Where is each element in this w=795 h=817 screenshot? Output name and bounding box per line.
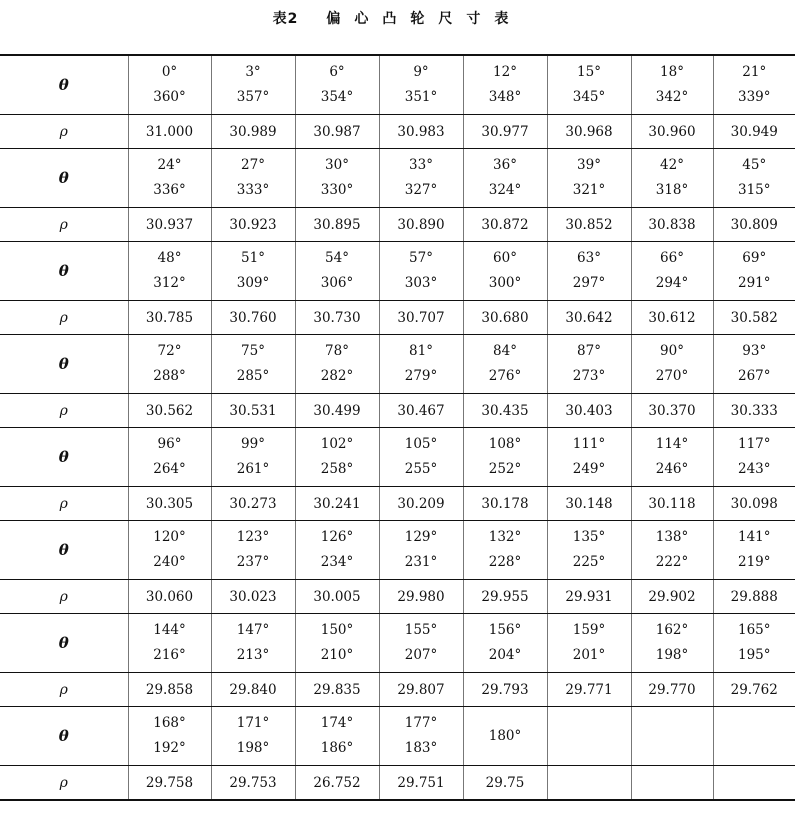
- theta-angle: 156°: [488, 622, 522, 638]
- theta-angle-complement: 333°: [236, 182, 270, 198]
- theta-cell: [713, 149, 795, 208]
- theta-row: [0, 428, 795, 487]
- theta-angle: 171°: [236, 715, 270, 731]
- rho-header: ρ: [0, 208, 128, 242]
- rho-cell: 30.305: [128, 487, 211, 521]
- rho-cell: 30.273: [211, 487, 295, 521]
- theta-angle: 126°: [320, 529, 354, 545]
- theta-angle: 114°: [655, 436, 689, 452]
- theta-angle-complement: 246°: [655, 461, 689, 477]
- theta-angle: 138°: [655, 529, 689, 545]
- rho-header: ρ: [0, 301, 128, 335]
- theta-angle: 108°: [488, 436, 522, 452]
- theta-angle-complement: 345°: [572, 89, 606, 105]
- theta-angle: 60°: [493, 250, 517, 266]
- rho-cell: 29.793: [463, 673, 547, 707]
- theta-angle: 18°: [660, 64, 684, 80]
- theta-angle: 141°: [737, 529, 771, 545]
- theta-angle: 6°: [329, 64, 345, 80]
- rho-cell: 30.852: [547, 208, 631, 242]
- theta-cell: [211, 614, 295, 673]
- theta-angle: 117°: [737, 436, 771, 452]
- rho-cell: 30.760: [211, 301, 295, 335]
- theta-cell: [295, 614, 379, 673]
- rho-cell: 30.582: [713, 301, 795, 335]
- theta-cell: [128, 428, 211, 487]
- rho-cell: 30.531: [211, 394, 295, 428]
- rho-cell: 29.753: [211, 766, 295, 801]
- theta-angle: 54°: [325, 250, 349, 266]
- theta-header: θ: [0, 242, 128, 301]
- theta-angle: 147°: [236, 622, 270, 638]
- theta-angle-complement: 351°: [404, 89, 438, 105]
- rho-cell: 30.499: [295, 394, 379, 428]
- theta-angle: 90°: [660, 343, 684, 359]
- theta-angle-complement: 219°: [737, 554, 771, 570]
- rho-cell: 29.770: [631, 673, 713, 707]
- theta-angle: 99°: [241, 436, 265, 452]
- theta-angle: 150°: [320, 622, 354, 638]
- theta-angle-complement: 198°: [236, 740, 270, 756]
- theta-angle-complement: 285°: [236, 368, 270, 384]
- theta-angle-complement: 348°: [488, 89, 522, 105]
- theta-angle: 120°: [153, 529, 186, 545]
- theta-cell: [463, 335, 547, 394]
- rho-cell: 29.840: [211, 673, 295, 707]
- rho-cell: 30.809: [713, 208, 795, 242]
- theta-angle-complement: 312°: [153, 275, 186, 291]
- theta-cell: [211, 55, 295, 115]
- theta-angle: 36°: [493, 157, 517, 173]
- theta-angle-complement: 192°: [153, 740, 186, 756]
- theta-angle-complement: 327°: [404, 182, 438, 198]
- theta-angle: 81°: [409, 343, 433, 359]
- rho-header: ρ: [0, 487, 128, 521]
- theta-cell: [463, 242, 547, 301]
- theta-angle-complement: 216°: [153, 647, 186, 663]
- cam-dimension-table: [0, 54, 795, 801]
- theta-cell: [547, 614, 631, 673]
- rho-row: [0, 673, 795, 707]
- theta-angle-complement: 339°: [737, 89, 771, 105]
- theta-angle: 111°: [572, 436, 606, 452]
- theta-cell: [379, 428, 463, 487]
- theta-angle: 33°: [409, 157, 433, 173]
- theta-angle: 135°: [572, 529, 606, 545]
- theta-row: [0, 707, 795, 766]
- rho-cell: 30.403: [547, 394, 631, 428]
- theta-header: θ: [0, 614, 128, 673]
- rho-header: ρ: [0, 673, 128, 707]
- rho-cell: 30.968: [547, 115, 631, 149]
- theta-angle-complement: 276°: [488, 368, 522, 384]
- theta-cell: [379, 335, 463, 394]
- theta-cell: [463, 55, 547, 115]
- rho-row: [0, 766, 795, 801]
- rho-cell: 29.751: [379, 766, 463, 801]
- rho-row: [0, 115, 795, 149]
- theta-angle: 96°: [157, 436, 182, 452]
- theta-cell: [128, 55, 211, 115]
- theta-angle: 15°: [577, 64, 601, 80]
- theta-angle-complement: 279°: [404, 368, 438, 384]
- rho-row: [0, 301, 795, 335]
- theta-angle: 63°: [577, 250, 601, 266]
- theta-cell: [211, 335, 295, 394]
- theta-cell: [295, 55, 379, 115]
- rho-cell: 30.680: [463, 301, 547, 335]
- theta-angle-complement: 321°: [572, 182, 606, 198]
- theta-cell: [211, 521, 295, 580]
- theta-cell: [631, 149, 713, 208]
- theta-angle-complement: 237°: [236, 554, 270, 570]
- theta-angle: 174°: [320, 715, 354, 731]
- rho-cell: 29.771: [547, 673, 631, 707]
- rho-cell: 29.807: [379, 673, 463, 707]
- theta-row: [0, 242, 795, 301]
- rho-cell: 29.888: [713, 580, 795, 614]
- rho-cell: 30.612: [631, 301, 713, 335]
- theta-angle: 9°: [413, 64, 429, 80]
- theta-angle-complement: 303°: [404, 275, 438, 291]
- theta-cell: [547, 521, 631, 580]
- theta-cell: [379, 614, 463, 673]
- rho-cell: 29.902: [631, 580, 713, 614]
- rho-cell: 30.060: [128, 580, 211, 614]
- theta-angle: 24°: [157, 157, 182, 173]
- rho-cell: 30.023: [211, 580, 295, 614]
- theta-angle-complement: 267°: [737, 368, 771, 384]
- theta-cell: [379, 242, 463, 301]
- theta-angle: 30°: [325, 157, 349, 173]
- theta-cell: [463, 428, 547, 487]
- theta-cell: [463, 614, 547, 673]
- theta-angle: 72°: [157, 343, 182, 359]
- rho-cell: 29.858: [128, 673, 211, 707]
- theta-angle-complement: 315°: [737, 182, 771, 198]
- theta-angle: 66°: [660, 250, 684, 266]
- theta-angle: 105°: [404, 436, 438, 452]
- theta-angle-complement: 243°: [737, 461, 771, 477]
- theta-cell: [211, 149, 295, 208]
- rho-cell: 30.895: [295, 208, 379, 242]
- theta-cell: [128, 335, 211, 394]
- theta-angle-complement: 231°: [404, 554, 438, 570]
- theta-cell: [295, 335, 379, 394]
- theta-angle-complement: 282°: [320, 368, 354, 384]
- rho-header: ρ: [0, 115, 128, 149]
- rho-cell: 30.960: [631, 115, 713, 149]
- theta-cell: [128, 614, 211, 673]
- theta-cell: [547, 55, 631, 115]
- rho-header: ρ: [0, 394, 128, 428]
- theta-cell: [631, 55, 713, 115]
- rho-cell: 30.209: [379, 487, 463, 521]
- theta-angle: 129°: [404, 529, 438, 545]
- rho-cell: 29.931: [547, 580, 631, 614]
- theta-angle: 159°: [572, 622, 606, 638]
- theta-angle: 27°: [241, 157, 265, 173]
- rho-cell: 30.467: [379, 394, 463, 428]
- theta-cell: [631, 707, 713, 766]
- theta-cell: [379, 521, 463, 580]
- theta-angle-complement: 207°: [404, 647, 438, 663]
- theta-angle: 48°: [157, 250, 182, 266]
- theta-angle: 177°: [404, 715, 438, 731]
- theta-angle: 51°: [241, 250, 265, 266]
- theta-angle-complement: 186°: [320, 740, 354, 756]
- theta-cell: [295, 149, 379, 208]
- theta-angle-complement: 306°: [320, 275, 354, 291]
- theta-row: [0, 614, 795, 673]
- theta-cell: [713, 614, 795, 673]
- theta-angle: 78°: [325, 343, 349, 359]
- theta-cell: [631, 428, 713, 487]
- theta-angle-complement: 252°: [488, 461, 522, 477]
- theta-cell: [547, 428, 631, 487]
- theta-angle: 155°: [404, 622, 438, 638]
- rho-cell: 30.562: [128, 394, 211, 428]
- theta-cell: [295, 242, 379, 301]
- rho-cell: 30.838: [631, 208, 713, 242]
- theta-row: [0, 335, 795, 394]
- theta-angle-complement: 309°: [236, 275, 270, 291]
- theta-cell: [379, 55, 463, 115]
- theta-row: [0, 55, 795, 115]
- theta-angle-complement: 324°: [488, 182, 522, 198]
- theta-row: [0, 149, 795, 208]
- theta-cell: [713, 707, 795, 766]
- theta-angle-complement: 342°: [655, 89, 689, 105]
- rho-cell: 30.977: [463, 115, 547, 149]
- theta-angle-complement: 336°: [153, 182, 186, 198]
- theta-angle-complement: 330°: [320, 182, 354, 198]
- rho-cell: 30.987: [295, 115, 379, 149]
- rho-cell: 30.923: [211, 208, 295, 242]
- theta-angle-complement: 210°: [320, 647, 354, 663]
- rho-cell: 30.937: [128, 208, 211, 242]
- theta-header: θ: [0, 335, 128, 394]
- theta-angle-complement: 234°: [320, 554, 354, 570]
- theta-angle-complement: 288°: [153, 368, 186, 384]
- theta-angle: 39°: [577, 157, 601, 173]
- theta-cell: [128, 149, 211, 208]
- theta-angle-complement: 354°: [320, 89, 354, 105]
- rho-header: ρ: [0, 580, 128, 614]
- theta-angle: 84°: [493, 343, 517, 359]
- theta-header: θ: [0, 55, 128, 115]
- rho-cell: 30.872: [463, 208, 547, 242]
- theta-angle: 45°: [742, 157, 767, 173]
- rho-row: [0, 208, 795, 242]
- theta-angle-complement: 213°: [236, 647, 270, 663]
- rho-cell: 30.178: [463, 487, 547, 521]
- theta-angle: 165°: [737, 622, 771, 638]
- theta-cell: [463, 521, 547, 580]
- rho-cell: 30.642: [547, 301, 631, 335]
- rho-cell: 30.949: [713, 115, 795, 149]
- theta-angle-complement: 195°: [737, 647, 771, 663]
- theta-angle: 180°: [488, 728, 522, 744]
- rho-cell: 30.730: [295, 301, 379, 335]
- theta-angle-complement: 225°: [572, 554, 606, 570]
- theta-angle: 144°: [153, 622, 186, 638]
- theta-angle-complement: 204°: [488, 647, 522, 663]
- theta-angle-complement: 357°: [236, 89, 270, 105]
- theta-angle-complement: 360°: [153, 89, 186, 105]
- theta-angle: 42°: [660, 157, 684, 173]
- theta-angle-complement: 270°: [655, 368, 689, 384]
- theta-angle-complement: 198°: [655, 647, 689, 663]
- rho-cell: [713, 766, 795, 801]
- theta-angle: 168°: [153, 715, 186, 731]
- rho-cell: 31.000: [128, 115, 211, 149]
- theta-cell: [631, 614, 713, 673]
- theta-cell: [713, 335, 795, 394]
- theta-angle: 102°: [320, 436, 354, 452]
- theta-angle-complement: 291°: [737, 275, 771, 291]
- theta-cell: [631, 521, 713, 580]
- rho-cell: 30.983: [379, 115, 463, 149]
- theta-angle-complement: 249°: [572, 461, 606, 477]
- theta-cell: [295, 428, 379, 487]
- rho-cell: 29.980: [379, 580, 463, 614]
- theta-cell: [379, 149, 463, 208]
- theta-cell: [128, 242, 211, 301]
- theta-angle-complement: 255°: [404, 461, 438, 477]
- theta-angle: 57°: [409, 250, 433, 266]
- theta-cell: [463, 707, 547, 766]
- rho-cell: [547, 766, 631, 801]
- theta-header: θ: [0, 707, 128, 766]
- theta-angle: 0°: [161, 64, 178, 80]
- theta-cell: [547, 242, 631, 301]
- table-title: [0, 8, 795, 28]
- table-body: [0, 55, 795, 800]
- rho-cell: 30.370: [631, 394, 713, 428]
- theta-cell: [547, 149, 631, 208]
- theta-row: [0, 521, 795, 580]
- theta-angle-complement: 201°: [572, 647, 606, 663]
- theta-angle-complement: 300°: [488, 275, 522, 291]
- theta-angle: 162°: [655, 622, 689, 638]
- theta-header: θ: [0, 521, 128, 580]
- rho-cell: 30.333: [713, 394, 795, 428]
- theta-cell: [379, 707, 463, 766]
- rho-cell: 26.752: [295, 766, 379, 801]
- theta-cell: [211, 242, 295, 301]
- theta-angle: 123°: [236, 529, 270, 545]
- theta-cell: [631, 335, 713, 394]
- theta-cell: [463, 149, 547, 208]
- theta-angle-complement: 273°: [572, 368, 606, 384]
- theta-cell: [128, 521, 211, 580]
- rho-cell: 30.098: [713, 487, 795, 521]
- rho-row: [0, 394, 795, 428]
- rho-cell: 30.148: [547, 487, 631, 521]
- rho-cell: 29.762: [713, 673, 795, 707]
- rho-cell: 29.955: [463, 580, 547, 614]
- theta-angle-complement: 261°: [236, 461, 270, 477]
- theta-cell: [713, 428, 795, 487]
- rho-cell: 30.707: [379, 301, 463, 335]
- rho-header: ρ: [0, 766, 128, 801]
- rho-cell: 30.435: [463, 394, 547, 428]
- theta-angle: 12°: [493, 64, 517, 80]
- table-caption: 偏心凸轮尺寸表: [326, 11, 523, 27]
- theta-angle-complement: 318°: [655, 182, 689, 198]
- theta-cell: [713, 55, 795, 115]
- theta-cell: [713, 521, 795, 580]
- rho-cell: 30.118: [631, 487, 713, 521]
- rho-row: [0, 580, 795, 614]
- theta-angle: 3°: [245, 64, 261, 80]
- theta-angle-complement: 294°: [655, 275, 689, 291]
- theta-cell: [211, 428, 295, 487]
- theta-angle: 87°: [577, 343, 601, 359]
- rho-cell: 29.758: [128, 766, 211, 801]
- rho-cell: 30.785: [128, 301, 211, 335]
- theta-cell: [547, 707, 631, 766]
- theta-angle: 69°: [742, 250, 767, 266]
- theta-angle-complement: 240°: [153, 554, 186, 570]
- theta-angle-complement: 258°: [320, 461, 354, 477]
- theta-angle-complement: 222°: [655, 554, 689, 570]
- theta-angle: 93°: [742, 343, 767, 359]
- rho-row: [0, 487, 795, 521]
- theta-cell: [713, 242, 795, 301]
- theta-angle-complement: 183°: [404, 740, 438, 756]
- theta-header: θ: [0, 428, 128, 487]
- theta-angle-complement: 297°: [572, 275, 606, 291]
- rho-cell: 29.75: [463, 766, 547, 801]
- rho-cell: 30.890: [379, 208, 463, 242]
- rho-cell: [631, 766, 713, 801]
- theta-cell: [128, 707, 211, 766]
- rho-cell: 30.241: [295, 487, 379, 521]
- theta-cell: [295, 521, 379, 580]
- theta-cell: [295, 707, 379, 766]
- theta-angle-complement: 228°: [488, 554, 522, 570]
- theta-header: θ: [0, 149, 128, 208]
- theta-angle-complement: 264°: [153, 461, 186, 477]
- theta-cell: [547, 335, 631, 394]
- table-number: 表2: [272, 11, 299, 27]
- theta-angle: 21°: [742, 64, 767, 80]
- rho-cell: 30.989: [211, 115, 295, 149]
- rho-cell: 30.005: [295, 580, 379, 614]
- theta-cell: [631, 242, 713, 301]
- theta-angle: 132°: [488, 529, 522, 545]
- theta-angle: 75°: [241, 343, 265, 359]
- rho-cell: 29.835: [295, 673, 379, 707]
- theta-cell: [211, 707, 295, 766]
